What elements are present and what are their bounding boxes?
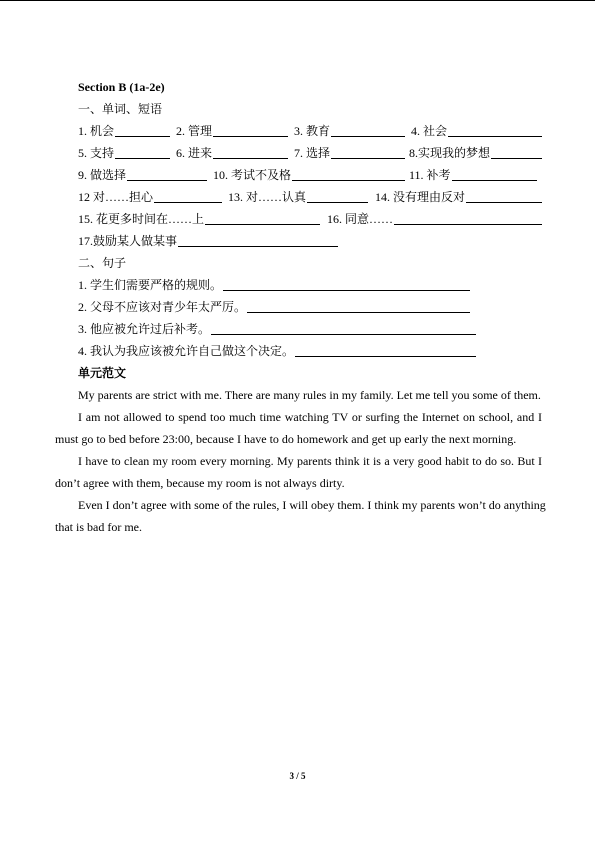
vocab-row <box>0 230 595 252</box>
answer-blank <box>295 340 476 357</box>
vocab-item-17 <box>78 230 338 252</box>
vocab-label: 10. 考试不及格 <box>213 168 292 182</box>
answer-blank <box>292 164 405 181</box>
sentence-item-3 <box>78 318 476 340</box>
answer-blank <box>213 120 288 137</box>
vocab-label: 17.鼓励某人做某事 <box>78 234 178 248</box>
essay-heading: 单元范文 <box>78 366 127 380</box>
answer-blank <box>223 274 470 291</box>
vocab-item-14 <box>375 186 542 208</box>
vocab-row <box>0 164 595 186</box>
sentence-item-4 <box>78 340 476 362</box>
model-essay <box>55 384 546 538</box>
worksheet-content <box>0 76 595 538</box>
vocab-item-1 <box>78 120 170 142</box>
answer-blank <box>466 186 542 203</box>
top-rule <box>0 0 595 1</box>
page-number: 3 / 5 <box>289 771 306 781</box>
vocab-label: 5. 支持 <box>78 146 115 160</box>
vocab-label: 15. 花更多时间在……上 <box>78 212 205 226</box>
answer-blank <box>115 142 170 159</box>
vocab-item-11 <box>409 164 537 186</box>
vocab-label: 4. 社会 <box>411 124 448 138</box>
answer-blank <box>452 164 537 181</box>
vocab-item-6 <box>176 142 288 164</box>
sentence-row <box>0 318 595 340</box>
vocab-label: 1. 机会 <box>78 124 115 138</box>
answer-blank <box>307 186 368 203</box>
answer-blank <box>331 142 405 159</box>
essay-line: I am not allowed to spend too much time watching TV or surfing the Internet on school, and I <box>78 410 542 424</box>
vocab-row <box>0 186 595 208</box>
vocab-label: 13. 对……认真 <box>228 190 307 204</box>
vocab-item-15 <box>78 208 320 230</box>
answer-blank <box>178 230 338 247</box>
vocab-row <box>0 142 595 164</box>
vocab-label: 3. 教育 <box>294 124 331 138</box>
vocab-label: 2. 管理 <box>176 124 213 138</box>
essay-line: I have to clean my room every morning. My parents think it is a very good habit to do so. But I <box>78 454 542 468</box>
essay-line: that is bad for me. <box>55 520 142 534</box>
essay-line: must go to bed before 23:00, because I have to do homework and get up early the next morning. <box>55 432 517 446</box>
vocab-row <box>0 208 595 230</box>
answer-blank <box>448 120 542 137</box>
section-title: Section B (1a-2e) <box>78 80 165 94</box>
sentence-label: 4. 我认为我应该被允许自己做这个决定。 <box>78 344 295 358</box>
answer-blank <box>211 318 476 335</box>
vocab-label: 7. 选择 <box>294 146 331 160</box>
answer-blank <box>247 296 470 313</box>
vocab-item-4 <box>411 120 542 142</box>
vocab-item-16 <box>327 208 542 230</box>
answer-blank <box>115 120 170 137</box>
vocab-label: 12 对……担心 <box>78 190 154 204</box>
answer-blank <box>213 142 288 159</box>
vocab-item-8 <box>409 142 542 164</box>
vocab-label: 9. 做选择 <box>78 168 127 182</box>
vocab-item-7 <box>294 142 405 164</box>
vocab-label: 6. 进来 <box>176 146 213 160</box>
vocab-label: 16. 同意…… <box>327 212 394 226</box>
answer-blank <box>154 186 222 203</box>
vocab-row <box>0 120 595 142</box>
vocab-item-12 <box>78 186 222 208</box>
essay-line: don’t agree with them, because my room is not always dirty. <box>55 476 345 490</box>
vocab-item-2 <box>176 120 288 142</box>
sentence-row <box>0 340 595 362</box>
answer-blank <box>394 208 542 225</box>
answer-blank <box>205 208 320 225</box>
vocab-item-9 <box>78 164 207 186</box>
vocab-item-5 <box>78 142 170 164</box>
sentences-heading: 二、句子 <box>78 256 127 270</box>
sentence-item-1 <box>78 274 470 296</box>
sentence-label: 3. 他应被允许过后补考。 <box>78 322 211 336</box>
vocab-label: 11. 补考 <box>409 168 451 182</box>
essay-line: My parents are strict with me. There are many rules in my family. Let me tell you some of them. <box>78 388 541 402</box>
vocab-item-3 <box>294 120 405 142</box>
sentence-label: 2. 父母不应该对青少年太严厉。 <box>78 300 247 314</box>
sentence-label: 1. 学生们需要严格的规则。 <box>78 278 223 292</box>
vocab-heading: 一、单词、短语 <box>78 102 163 116</box>
essay-line: Even I don’t agree with some of the rules, I will obey them. I think my parents won’t do anything <box>78 498 546 512</box>
vocab-label: 14. 没有理由反对 <box>375 190 466 204</box>
answer-blank <box>491 142 542 159</box>
vocab-item-13 <box>228 186 368 208</box>
vocab-item-10 <box>213 164 405 186</box>
answer-blank <box>331 120 405 137</box>
sentence-row <box>0 274 595 296</box>
vocab-label: 8.实现我的梦想 <box>409 146 491 160</box>
sentence-item-2 <box>78 296 470 318</box>
answer-blank <box>127 164 207 181</box>
sentence-row <box>0 296 595 318</box>
